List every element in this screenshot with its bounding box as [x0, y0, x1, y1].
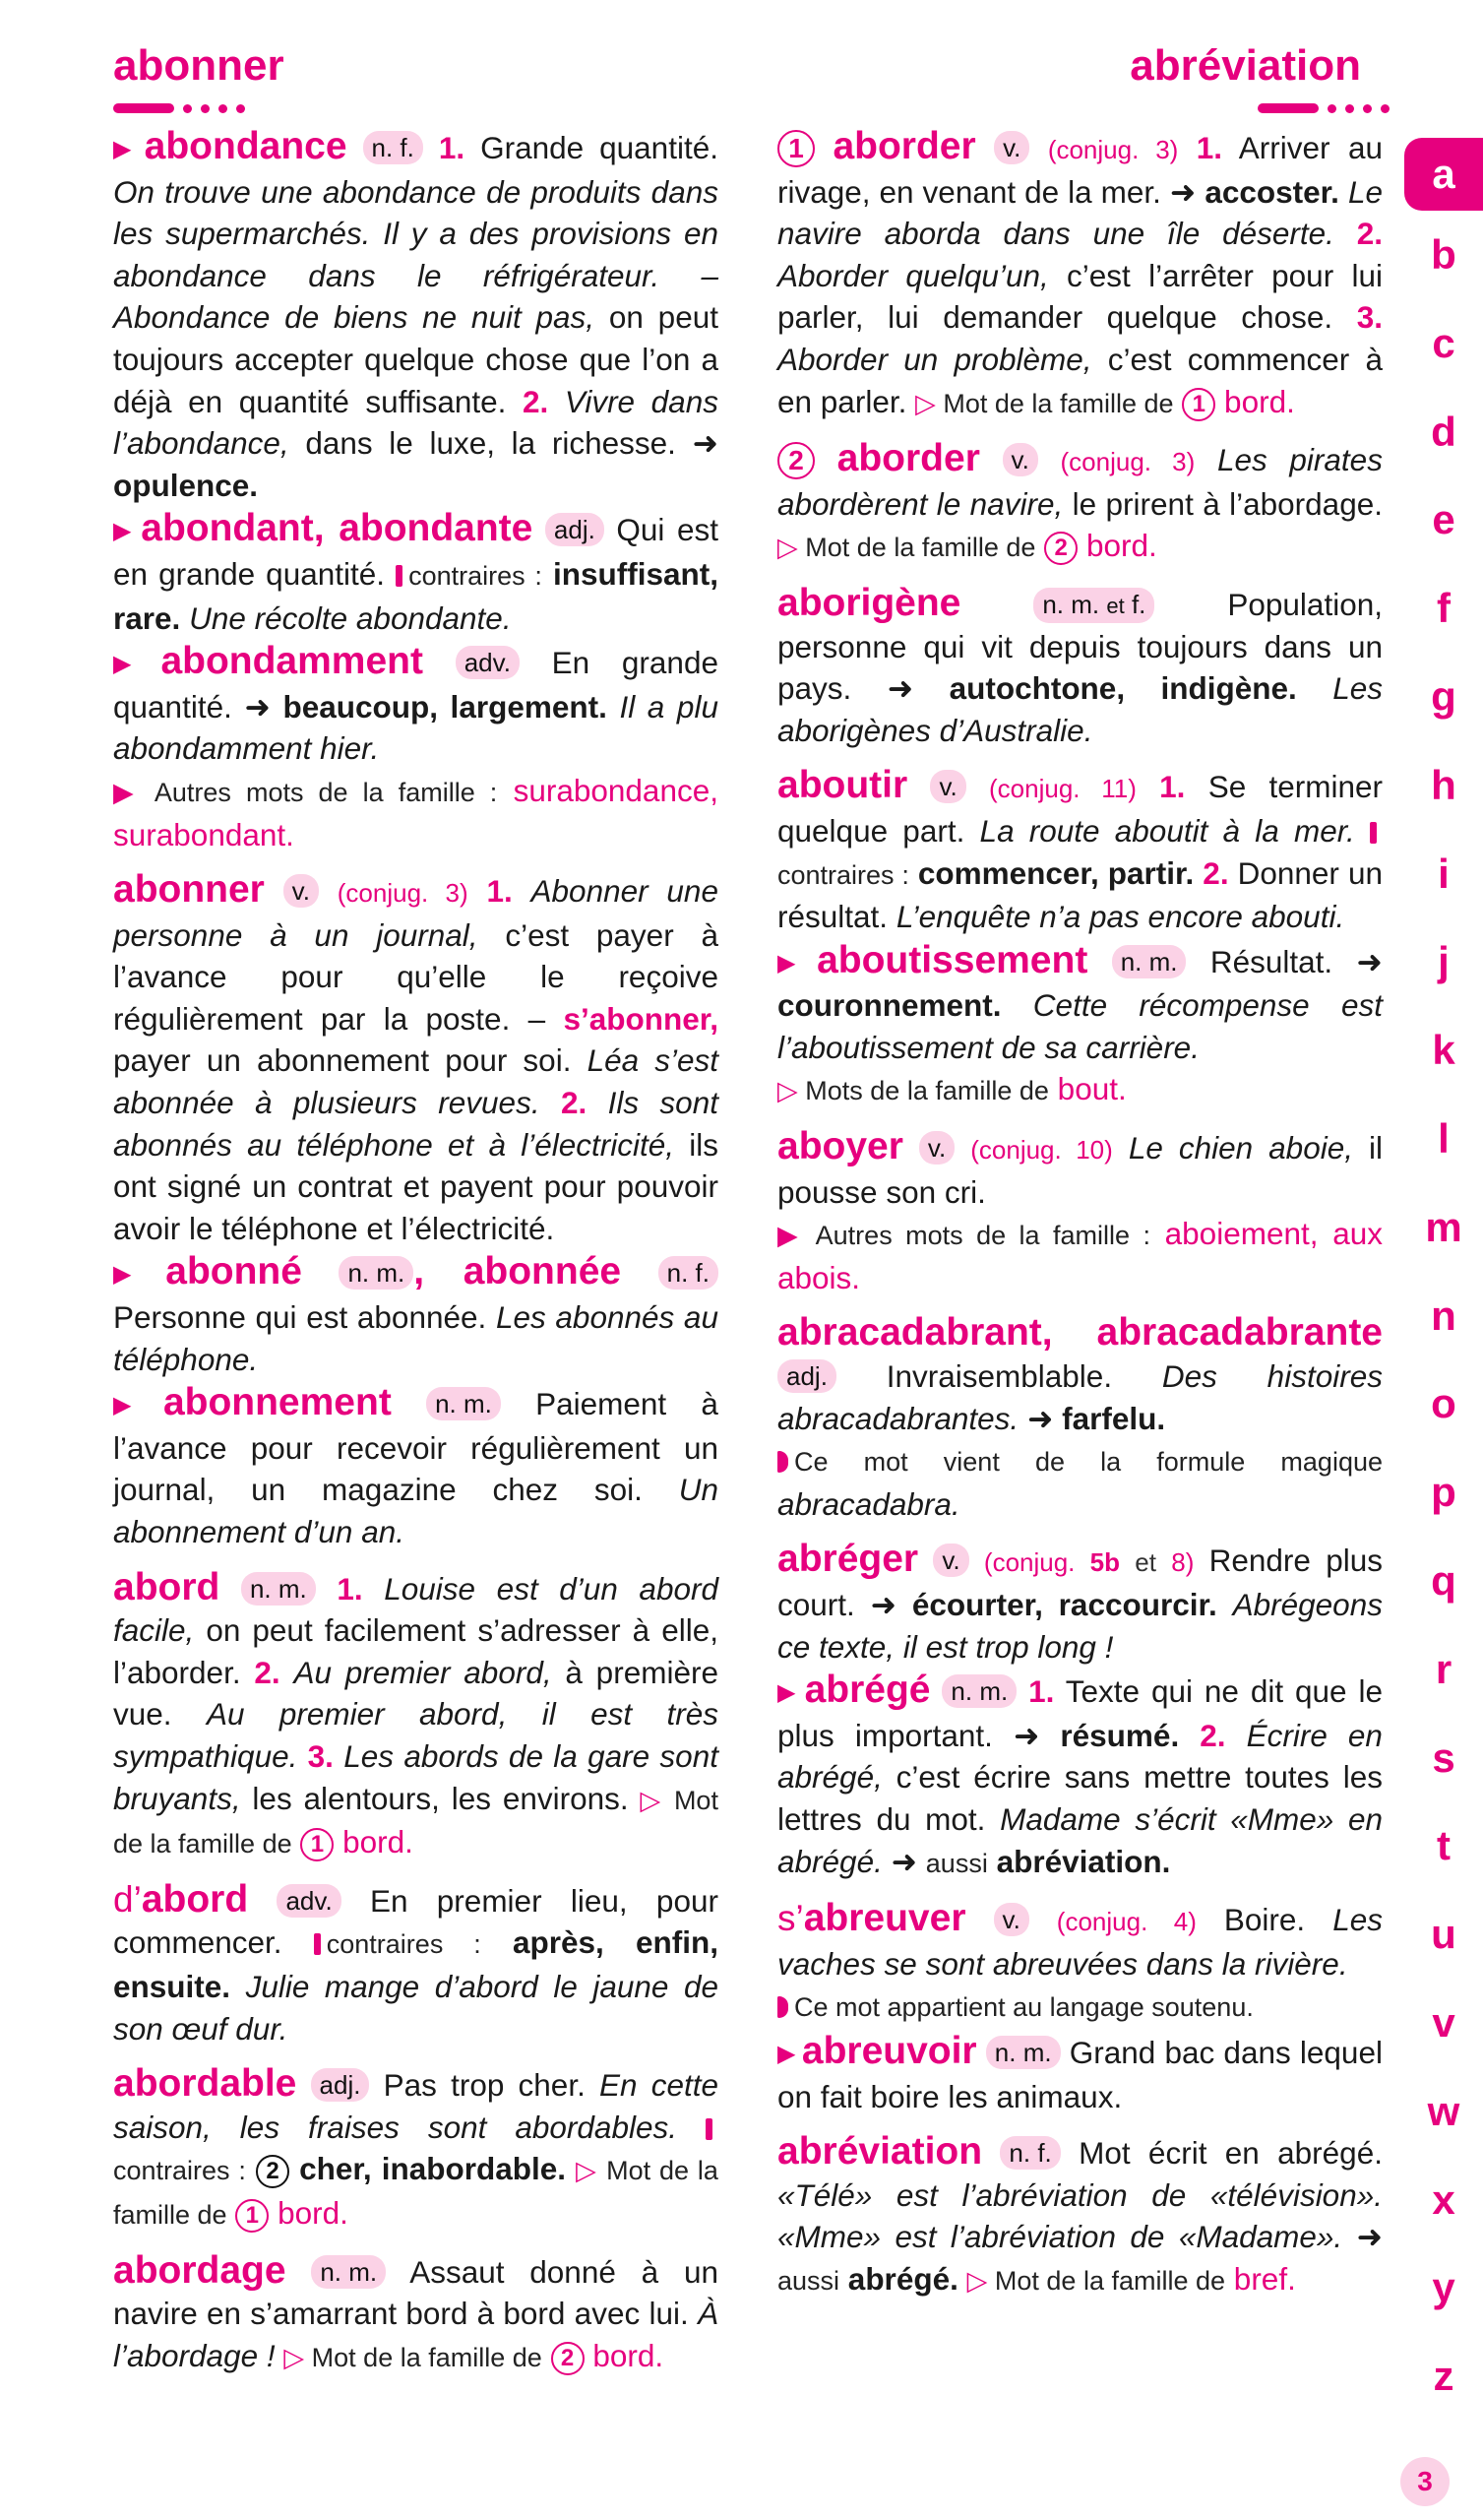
alphabet-tab-l[interactable]: l	[1438, 1114, 1450, 1162]
alphabet-tab-x[interactable]: x	[1432, 2175, 1455, 2223]
headword: abondance	[144, 125, 347, 167]
alphabet-tab-q[interactable]: q	[1431, 1556, 1456, 1604]
headword: abonnement	[162, 1381, 392, 1424]
headword: abréger	[777, 1538, 919, 1581]
triangle-icon: ▶	[777, 949, 812, 976]
homonym-number-icon: 2	[777, 442, 815, 479]
arrow-icon: ➜	[1026, 1400, 1054, 1436]
headword: abreuver	[803, 1897, 966, 1940]
family-link[interactable]: bout.	[1057, 1071, 1127, 1107]
right-guide-ornament	[1258, 102, 1390, 114]
alphabet-tab-v[interactable]: v	[1432, 1998, 1455, 2046]
homonym-number-icon: 1	[235, 2199, 269, 2233]
entry-abord: abord n. m. 1. Louise est d’un abord facile, on peut facilement s’adresser à elle, l’aborder. 2. Au premier abord, à première vue. Au premier abord, il est très sympathique. 3. Les abords de la gare sont bruyants, les alentours, les environs. ▷ Mot de la famille de 1 bord.	[113, 1565, 718, 1860]
headword: abord	[113, 1565, 220, 1608]
left-guide-ornament	[113, 102, 245, 114]
entry-abonnement: ▶ abonnement n. m. Paiement à l’avance pour recevoir régulièrement un journal, un magazine chez soi. Un abonnement d’un an.	[113, 1381, 718, 1549]
outline-triangle-icon: ▷	[915, 388, 936, 418]
alphabet-tab-u[interactable]: u	[1431, 1911, 1456, 1958]
headword: abrégé	[804, 1669, 931, 1712]
alphabet-tab-z[interactable]: z	[1433, 2353, 1454, 2400]
headword: abondamment	[160, 640, 423, 683]
triangle-icon: ▶	[777, 2040, 796, 2067]
outline-triangle-icon: ▷	[283, 2342, 305, 2372]
entry-abrege: ▶ abrégé n. m. 1. Texte qui ne dit que le plus important. ➜ résumé. 2. Écrire en abrégé, c’est écrire sans mettre toutes les lettres du mot. Madame s’écrit «Mme» en abrégé. ➜ aussi abréviation.	[777, 1669, 1383, 1879]
left-guide-word: abonner	[113, 41, 284, 90]
family-link[interactable]: aboiement,	[1164, 1216, 1319, 1252]
headword: abréviation	[777, 2130, 983, 2174]
entry-abreger: abréger v. (conjug. 5b et 8) Rendre plus court. ➜ écourter, raccourcir. Abrégeons ce texte, il est trop long !	[777, 1538, 1383, 1665]
entry-abordable: abordable adj. Pas trop cher. En cette saison, les fraises sont abordables. contraires : 2 cher, inabordable. ▷ Mot de la famille de 1 bord.	[113, 2062, 718, 2231]
alphabet-tab-k[interactable]: k	[1432, 1027, 1455, 1074]
outline-triangle-icon: ▷	[576, 2156, 598, 2186]
alphabet-tab-n[interactable]: n	[1431, 1292, 1456, 1339]
family-link[interactable]: bord.	[592, 2337, 664, 2373]
grammar-label: n. f.	[363, 131, 423, 164]
headword: aboutissement	[817, 938, 1088, 981]
homonym-number-icon: 2	[551, 2342, 585, 2375]
arrow-icon: ➜	[1356, 943, 1383, 979]
headword: abordage	[113, 2248, 286, 2292]
headword: abracadabrant, abracadabrante	[777, 1311, 1383, 1354]
homonym-number-icon: 1	[300, 1828, 334, 1861]
page-number: 3	[1400, 2457, 1450, 2506]
headword: aborigène	[777, 581, 961, 624]
arrow-icon: ➜	[1013, 1717, 1040, 1753]
arrow-icon: ➜	[887, 670, 914, 707]
contrary-icon	[1370, 822, 1377, 844]
triangle-icon: ▶	[113, 1261, 160, 1289]
alphabet-tab-h[interactable]: h	[1431, 761, 1456, 808]
alphabet-tab-b[interactable]: b	[1431, 231, 1456, 278]
alphabet-tab-e[interactable]: e	[1432, 496, 1455, 543]
entry-abordage: abordage n. m. Assaut donné à un navire en s’amarrant bord à bord avec lui. À l’abordage ! ▷ Mot de la famille de 2 bord.	[113, 2248, 718, 2373]
headword: abondant, abondante	[141, 507, 533, 550]
arrow-icon: ➜	[692, 425, 718, 462]
triangle-icon: ▶	[777, 1679, 799, 1707]
triangle-icon: ▶	[113, 136, 139, 162]
arrow-icon: ➜	[1169, 173, 1197, 210]
headword: aboutir	[777, 764, 908, 807]
headword: abord	[141, 1877, 249, 1921]
homonym-number-icon: 1	[777, 130, 815, 167]
alphabet-tab-g[interactable]: g	[1431, 672, 1456, 720]
homonym-number-icon: 2	[256, 2155, 289, 2188]
headword: aboyer	[777, 1125, 903, 1168]
synonym: opulence.	[113, 467, 259, 503]
entry-abondamment: ▶ abondamment adv. En grande quantité. ➜ beaucoup, largement. Il a plu abondamment hier. ▶ Autres mots de la famille : surabondance, surabondant.	[113, 640, 718, 852]
entry-dabord: d’abord adv. En premier lieu, pour commencer. contraires : après, enfin, ensuite. Julie mange d’abord le jaune de son œuf dur.	[113, 1877, 718, 2047]
example: On trouve une abondance de produits dans les supermarchés. Il y a des provisions en abondance dans le réfrigérateur. – Abondance de biens ne nuit pas,	[113, 173, 718, 336]
triangle-icon: ▶	[113, 518, 136, 545]
alphabet-tab-c[interactable]: c	[1432, 319, 1455, 366]
entry-aboutissement: ▶ aboutissement n. m. Résultat. ➜ couronnement. Cette récompense est l’aboutissement de sa carrière. ▷ Mots de la famille de bout.	[777, 938, 1383, 1107]
headword: abonné	[165, 1250, 302, 1293]
family-link[interactable]: bord.	[278, 2194, 348, 2231]
triangle-icon: ▶	[777, 1221, 804, 1251]
headword: aborder	[833, 125, 976, 167]
left-column	[113, 126, 718, 2392]
family-note: ▶ Autres mots de la famille :	[113, 777, 498, 807]
entry-abonne: ▶ abonné n. m. , abonnée n. f. Personne qui est abonnée. Les abonnés au téléphone.	[113, 1250, 718, 1377]
entry-abracadabrant: abracadabrant, abracadabrante adj. Invraisemblable. Des histoires abracadabrantes. ➜ farfelu. Ce mot vient de la formule magique abracadabra.	[777, 1311, 1383, 1522]
triangle-icon: ▶	[113, 777, 142, 807]
entry-abreviation: abréviation n. f. Mot écrit en abrégé. «Télé» est l’abréviation de «télévision». «Mme» est l’abréviation de «Madame». ➜ aussi abrégé. ▷ Mot de la famille de bref.	[777, 2130, 1383, 2297]
right-guide-word: abréviation	[1130, 41, 1361, 90]
alphabet-index	[1404, 138, 1483, 2435]
arrow-icon: ➜	[244, 688, 271, 724]
contrary-icon	[314, 1933, 321, 1955]
family-link[interactable]: bref.	[1233, 2260, 1296, 2297]
alphabet-tab-d[interactable]: d	[1431, 408, 1456, 455]
arrow-icon: ➜	[1356, 2219, 1383, 2255]
entry-sabreuver: s’abreuver v. (conjug. 4) Boire. Les vaches se sont abreuvées dans la rivière. Ce mot appartient au langage soutenu.	[777, 1897, 1383, 2023]
entry-aborder-1: 1 aborder v. (conjug. 3) 1. Arriver au rivage, en venant de la mer. ➜ accoster. Le navire aborda dans une île déserte. 2. Aborder quelqu’un, c’est l’arrêter pour lui parler, lui demander quelque chose. 3. Aborder un problème, c’est commencer à en parler. ▷ Mot de la famille de 1 bord.	[777, 125, 1383, 419]
alphabet-tab-f[interactable]: f	[1437, 585, 1451, 632]
entry-aborder-2: 2 aborder v. (conjug. 3) Les pirates abordèrent le navire, le prirent à l’abordage. ▷ Mot de la famille de 2 bord.	[777, 437, 1383, 564]
entry-aboutir: aboutir v. (conjug. 11) 1. Se terminer quelque part. La route aboutit à la mer. contraires : commencer, partir. 2. Donner un résultat. L’enquête n’a pas encore abouti.	[777, 764, 1383, 935]
triangle-icon: ▶	[113, 1392, 157, 1419]
entry-abonner: abonner v. (conjug. 3) 1. Abonner une personne à un journal, c’est payer à l’avance pour qu’elle le reçoive régulièrement par la poste. – s’abonner, payer un abonnement pour soi. Léa s’est abonnée à plusieurs revues. 2. Ils sont abonnés au téléphone et à l’électricité, ils ont signé un contrat et payent pour pouvoir avoir le téléphone et l’électricité.	[113, 868, 718, 1246]
alphabet-tab-t[interactable]: t	[1437, 1822, 1451, 1869]
alphabet-tab-r[interactable]: r	[1435, 1645, 1452, 1692]
alphabet-tab-i[interactable]: i	[1438, 850, 1450, 897]
alphabet-tab-s[interactable]: s	[1432, 1733, 1455, 1781]
arrow-icon: ➜	[870, 1587, 896, 1622]
right-column	[777, 126, 1383, 2316]
headword: aborder	[836, 437, 980, 480]
arrow-icon: ➜	[891, 1843, 918, 1879]
outline-triangle-icon: ▷	[640, 1785, 664, 1815]
contrary-icon	[706, 2118, 712, 2140]
outline-triangle-icon: ▷	[777, 533, 798, 563]
origin-icon	[777, 1451, 788, 1473]
homonym-number-icon: 1	[1182, 388, 1215, 421]
entry-aboyer: aboyer v. (conjug. 10) Le chien aboie, il pousse son cri. ▶ Autres mots de la famille : aboiement, aux abois.	[777, 1125, 1383, 1295]
family-link[interactable]: bord.	[342, 1824, 413, 1860]
entry-abreuvoir: ▶ abreuvoir n. m. Grand bac dans lequel on fait boire les animaux.	[777, 2029, 1383, 2114]
alphabet-tab-y[interactable]: y	[1432, 2264, 1455, 2311]
triangle-icon: ▶	[113, 651, 155, 678]
contrary-icon	[396, 565, 402, 587]
alphabet-tab-w[interactable]: w	[1427, 2087, 1460, 2134]
origin-icon	[777, 1996, 788, 2018]
alphabet-tab-j[interactable]: j	[1438, 938, 1450, 985]
outline-triangle-icon: ▷	[777, 1076, 798, 1106]
family-link[interactable]: bord.	[1224, 383, 1295, 419]
alphabet-tab-o[interactable]: o	[1431, 1380, 1456, 1427]
outline-triangle-icon: ▷	[966, 2265, 988, 2296]
headword: abreuvoir	[801, 2029, 977, 2072]
headword: abordable	[113, 2062, 297, 2106]
entry-aborigene: aborigène n. m. et f. Population, personne qui vit depuis toujours dans un pays. ➜ autochtone, indigène. Les aborigènes d’Australie.	[777, 581, 1383, 748]
family-link[interactable]: bord.	[1085, 528, 1157, 564]
entry-abondance: ▶ abondance n. f. 1. Grande quantité. On trouve une abondance de produits dans les supermarchés. Il y a des provisions en abondance dans le réfrigérateur. – Abondance de biens ne nuit pas, on peut toujours accepter quelque chose que l’on a déjà en quantité suffisante. 2. Vivre dans l’abondance, dans le luxe, la richesse. ➜ opulence.	[113, 125, 718, 503]
headword: abonner	[113, 868, 265, 912]
alphabet-tab-a[interactable]: a	[1404, 138, 1483, 211]
alphabet-tab-m[interactable]: m	[1425, 1203, 1462, 1250]
homonym-number-icon: 2	[1044, 532, 1078, 565]
entry-abondant: ▶ abondant, abondante adj. Qui est en grande quantité. contraires : insuffisant, rare. Une récolte abondante.	[113, 507, 718, 636]
alphabet-tab-p[interactable]: p	[1431, 1469, 1456, 1516]
